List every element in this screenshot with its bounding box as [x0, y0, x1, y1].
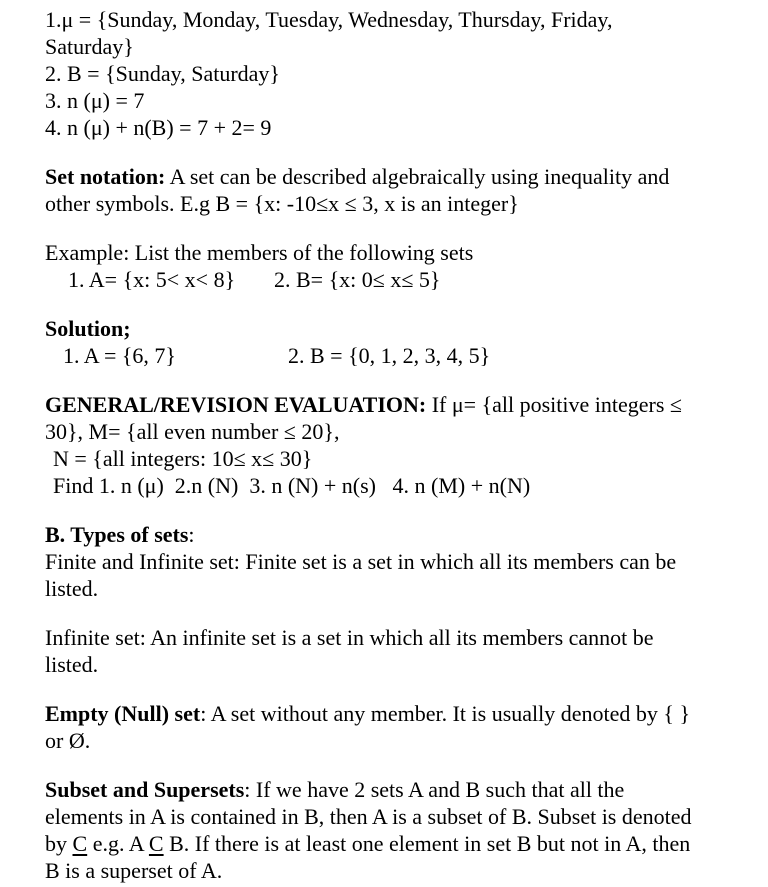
example-items [45, 266, 748, 293]
answer-line-4 [45, 114, 748, 141]
set-notation-heading: Set notation: [45, 164, 166, 189]
subset-line-4 [45, 857, 748, 884]
spacer [45, 754, 748, 776]
finite-set-line-1-text: Finite and Infinite set: Finite set is a set in which all its members can be [45, 549, 677, 574]
subset-line-3-text-c: B. If there is at least one element in set B but not in A, then [163, 831, 691, 856]
subset-line-3-text-a: by [45, 831, 73, 856]
empty-set-heading: Empty (Null) set [45, 701, 201, 726]
spacer [45, 141, 748, 163]
answer-line-2 [45, 60, 748, 87]
types-of-sets-heading: B. Types of sets [45, 522, 189, 547]
infinite-set-line-2-text: listed. [45, 652, 99, 677]
general-evaluation-line-3-text: N = {all integers: 10≤ x≤ 30} [53, 446, 313, 471]
general-evaluation-line-3 [45, 445, 748, 472]
solution-item-2: 2. B = {0, 1, 2, 3, 4, 5} [288, 343, 491, 368]
subset-line-3-text-b: e.g. A [87, 831, 149, 856]
general-evaluation-line-1 [45, 391, 748, 418]
set-notation-line-2-text: other symbols. E.g B = {x: -10≤x ≤ 3, x is an integer} [45, 191, 519, 216]
solution-heading: Solution; [45, 316, 131, 341]
answer-line-4-text: 4. n (μ) + n(B) = 7 + 2= 9 [45, 115, 272, 140]
general-evaluation-line-2-text: 30}, M= {all even number ≤ 20}, [45, 419, 340, 444]
spacer [45, 602, 748, 624]
finite-set-line-2-text: listed. [45, 576, 99, 601]
subset-line-2-text: elements in A is contained in B, then A is a subset of B. Subset is denoted [45, 804, 692, 829]
spacer [45, 293, 748, 315]
general-evaluation-find-text: Find 1. n (μ) 2.n (N) 3. n (N) + n(s) 4. n (M) + n(N) [53, 473, 531, 498]
types-of-sets-heading-colon: : [188, 522, 195, 547]
general-evaluation-find-line [45, 472, 748, 499]
finite-set-line-1 [45, 548, 748, 575]
answer-line-3 [45, 87, 748, 114]
set-notation-line-1-text: A set can be described algebraically using inequality and [165, 164, 670, 189]
general-evaluation-line-2 [45, 418, 748, 445]
solution-item-1: 1. A = {6, 7} [63, 343, 176, 368]
types-of-sets-heading-line [45, 521, 748, 548]
empty-set-line-2 [45, 727, 748, 754]
subset-symbol: C [148, 831, 164, 856]
answer-line-1-text: 1.μ = {Sunday, Monday, Tuesday, Wednesday, Thursday, Friday, [45, 7, 613, 32]
example-item-2: 2. B= {x: 0≤ x≤ 5} [274, 267, 441, 292]
answer-line-3-text: 3. n (μ) = 7 [45, 88, 145, 113]
subset-symbol: C [72, 831, 88, 856]
spacer [45, 499, 748, 521]
infinite-set-line-2 [45, 651, 748, 678]
empty-set-line-2-text: or Ø. [45, 728, 91, 753]
spacer [45, 678, 748, 700]
subset-line-1-text: : If we have 2 sets A and B such that all the [244, 777, 625, 802]
subset-line-1 [45, 776, 748, 803]
answer-line-2-text: 2. B = {Sunday, Saturday} [45, 61, 280, 86]
finite-set-line-2 [45, 575, 748, 602]
general-evaluation-line-1-text: If μ= {all positive integers ≤ [426, 392, 683, 417]
spacer [45, 217, 748, 239]
set-notation-line-1 [45, 163, 748, 190]
subset-line-2 [45, 803, 748, 830]
infinite-set-line-1-text: Infinite set: An infinite set is a set in which all its members cannot be [45, 625, 654, 650]
subset-heading: Subset and Supersets [45, 777, 245, 802]
empty-set-line-1 [45, 700, 748, 727]
example-intro [45, 239, 748, 266]
empty-set-line-1-text: : A set without any member. It is usually denoted by { } [200, 701, 691, 726]
example-item-1: 1. A= {x: 5< x< 8} [68, 267, 236, 292]
solution-heading-line [45, 315, 748, 342]
general-evaluation-heading: GENERAL/REVISION EVALUATION: [45, 392, 427, 417]
infinite-set-line-1 [45, 624, 748, 651]
answer-line-1-wrap-text: Saturday} [45, 34, 134, 59]
subset-line-3 [45, 830, 748, 857]
spacer [45, 369, 748, 391]
solution-items [45, 342, 748, 369]
subset-line-4-text: B is a superset of A. [45, 858, 223, 883]
answer-line-1 [45, 6, 748, 33]
example-intro-text: Example: List the members of the following sets [45, 240, 474, 265]
answer-line-1-wrap [45, 33, 748, 60]
set-notation-line-2 [45, 190, 748, 217]
